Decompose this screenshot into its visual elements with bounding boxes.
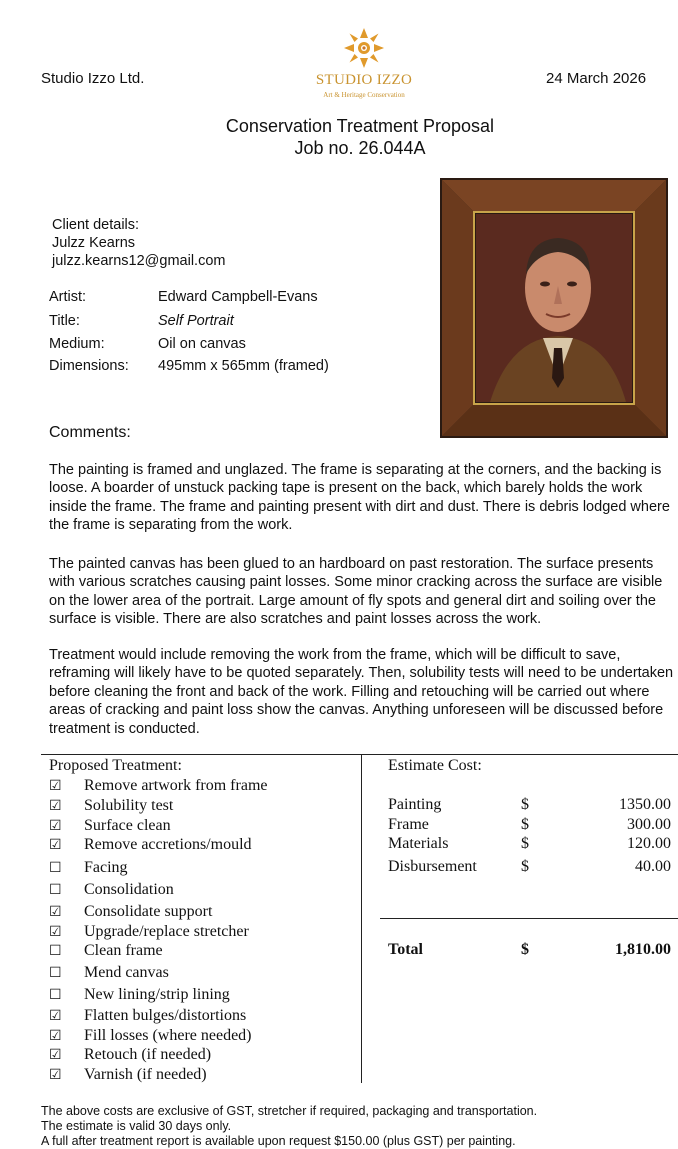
- estimate-heading: Estimate Cost:: [388, 757, 482, 774]
- total-amount: 1,810.00: [615, 941, 671, 958]
- comment-paragraph: The painting is framed and unglazed. The frame is separating at the corners, and the backing is loose. A boarder of unstuck packing tape is present on the back, which barely holds the work inside the frame. The frame and painting present with dirt and dust. There is debris lodged where the frame is separating from the work.: [49, 462, 670, 534]
- checked-box-icon: ☑: [49, 1008, 62, 1024]
- client-details: [52, 216, 225, 270]
- treatment-item-label: Remove accretions/mould: [84, 836, 252, 853]
- total-rule: [380, 918, 678, 919]
- unchecked-box-icon: ☐: [49, 943, 62, 959]
- cost-label-materials: Materials: [388, 835, 449, 852]
- checked-box-icon: ☑: [49, 778, 62, 794]
- company-logo: [304, 26, 424, 106]
- checked-box-icon: ☑: [49, 837, 62, 853]
- cost-label-frame: Frame: [388, 816, 429, 833]
- cost-currency: $: [521, 858, 529, 875]
- checked-box-icon: ☑: [49, 1067, 62, 1083]
- treatment-item-label: Facing: [84, 859, 128, 876]
- checked-box-icon: ☑: [49, 798, 62, 814]
- title-value: Self Portrait: [158, 313, 234, 329]
- treatment-item-label: Consolidate support: [84, 903, 213, 920]
- comment-paragraph: The painted canvas has been glued to an hardboard on past restoration. The surface presents with various scratches causing paint losses. Some minor cracking across the surface are visible on the lower area of the portrait. Large amount of fly spots and general dirt and soiling over the surface is visible. There are also scratches and paint losses across the work.: [49, 556, 663, 628]
- comments-heading: Comments:: [49, 424, 131, 441]
- treatment-item-label: New lining/strip lining: [84, 986, 230, 1003]
- cost-amount-frame: 300.00: [627, 816, 671, 833]
- client-name: Julzz Kearns: [52, 235, 136, 251]
- dimensions-value: 495mm x 565mm (framed): [158, 358, 329, 374]
- document-title-line: Conservation Treatment Proposal: [225, 116, 495, 136]
- medium-value: Oil on canvas: [158, 336, 246, 352]
- medium-label: Medium:: [49, 336, 105, 352]
- cost-label-painting: Painting: [388, 796, 442, 813]
- treatment-item-label: Remove artwork from frame: [84, 777, 268, 794]
- treatment-item-label: Varnish (if needed): [84, 1066, 207, 1083]
- cost-amount-materials: 120.00: [627, 835, 671, 852]
- cost-amount-disbursement: 40.00: [635, 858, 671, 875]
- table-column-divider: [361, 754, 362, 1083]
- cost-label-disbursement: Disbursement: [388, 858, 477, 875]
- unchecked-box-icon: ☐: [49, 860, 62, 876]
- checked-box-icon: ☑: [49, 1047, 62, 1063]
- artist-value: Edward Campbell-Evans: [158, 289, 318, 305]
- treatment-item-label: Clean frame: [84, 942, 163, 959]
- treatment-item-label: Consolidation: [84, 881, 174, 898]
- comment-paragraph: Treatment would include removing the work from the frame, which will be difficult to save, reframing will likely have to be quoted separately. Then, solubility tests will need to be undertaken before cleaning the front and back of the work. Filling and retouching will be carried out where areas of cracking and paint loss show the canvas. Anything unforeseen will be discussed before treatment is conducted.: [49, 647, 674, 737]
- client-email: julzz.kearns12@gmail.com: [52, 253, 226, 269]
- footer-note: The above costs are exclusive of GST, stretcher if required, packaging and transportation.: [41, 1104, 538, 1118]
- document-date: 24 March 2026: [546, 70, 647, 87]
- checked-box-icon: ☑: [49, 1028, 62, 1044]
- treatment-heading: Proposed Treatment:: [49, 757, 182, 774]
- unchecked-box-icon: ☐: [49, 987, 62, 1003]
- table-top-rule: [41, 754, 678, 755]
- treatment-item-label: Upgrade/replace stretcher: [84, 923, 249, 940]
- title-label: Title:: [49, 313, 80, 329]
- client-heading: Client details:: [52, 217, 140, 233]
- artist-label: Artist:: [49, 289, 87, 305]
- unchecked-box-icon: ☐: [49, 882, 62, 898]
- artwork-photo: [440, 178, 668, 438]
- total-label: Total: [388, 941, 423, 958]
- treatment-item-label: Retouch (if needed): [84, 1046, 212, 1063]
- treatment-item-label: Mend canvas: [84, 964, 169, 981]
- treatment-item-label: Fill losses (where needed): [84, 1027, 252, 1044]
- logo-wordmark: STUDIO IZZO: [315, 72, 413, 88]
- job-number: Job no. 26.044A: [294, 138, 426, 158]
- company-name: Studio Izzo Ltd.: [41, 70, 145, 87]
- treatment-item-label: Flatten bulges/distortions: [84, 1007, 247, 1024]
- treatment-item-label: Surface clean: [84, 817, 171, 834]
- footer-note: The estimate is valid 30 days only.: [41, 1119, 232, 1133]
- footer-note: A full after treatment report is available upon request $150.00 (plus GST) per painting.: [41, 1134, 516, 1148]
- cost-amount-painting: 1350.00: [619, 796, 671, 813]
- cost-currency: $: [521, 796, 529, 813]
- treatment-item-label: Solubility test: [84, 797, 174, 814]
- document-title: [0, 115, 678, 159]
- logo-tagline: Art & Heritage Conservation: [323, 91, 405, 99]
- checked-box-icon: ☑: [49, 818, 62, 834]
- total-currency: $: [521, 941, 529, 958]
- checked-box-icon: ☑: [49, 904, 62, 920]
- unchecked-box-icon: ☐: [49, 965, 62, 981]
- cost-currency: $: [521, 816, 529, 833]
- checked-box-icon: ☑: [49, 924, 62, 940]
- dimensions-label: Dimensions:: [49, 358, 129, 374]
- sun-emblem-icon: [342, 26, 386, 70]
- cost-currency: $: [521, 835, 529, 852]
